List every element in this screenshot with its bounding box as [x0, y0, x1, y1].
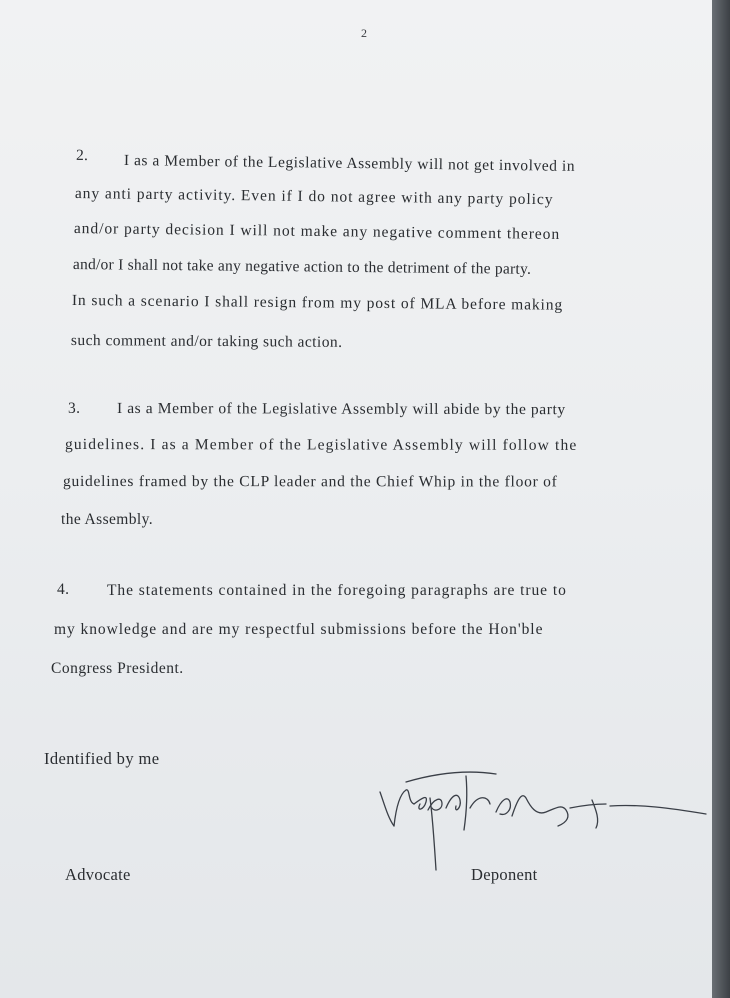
- paragraph-4-line-1: The statements contained in the foregoing paragraphs are true to: [107, 582, 567, 599]
- paragraph-2-line-2: any anti party activity. Even if I do not agree with any party policy: [74, 185, 554, 209]
- paragraph-2-line-5: In such a scenario I shall resign from my post of MLA before making: [71, 292, 564, 314]
- advocate-label: Advocate: [65, 865, 131, 884]
- paragraph-2-line-1: I as a Member of the Legislative Assembly will not get involved in: [123, 152, 576, 175]
- paragraph-4-number: 4.: [57, 581, 70, 598]
- paragraph-2-line-4: and/or I shall not take any negative action to the detriment of the party.: [72, 256, 532, 278]
- paragraph-3-line-4: the Assembly.: [61, 511, 154, 528]
- deponent-signature: [370, 768, 715, 878]
- paragraph-4-line-3: Congress President.: [51, 660, 184, 677]
- paragraph-3-line-1: I as a Member of the Legislative Assembly will abide by the party: [116, 400, 566, 419]
- identified-by-label: Identified by me: [44, 749, 160, 768]
- paragraph-2-line-3: and/or party decision I will not make any negative comment thereon: [73, 220, 561, 243]
- paragraph-3-line-2: guidelines. I as a Member of the Legislative Assembly will follow the: [64, 436, 578, 454]
- paragraph-3-number: 3.: [68, 400, 81, 417]
- paragraph-3-line-3: guidelines framed by the CLP leader and the Chief Whip in the floor of: [62, 473, 558, 491]
- paragraph-4-line-2: my knowledge and are my respectful submissions before the Hon'ble: [54, 621, 544, 638]
- page-number: 2: [361, 26, 367, 40]
- paragraph-2-line-6: such comment and/or taking such action.: [70, 332, 343, 351]
- deponent-label: Deponent: [471, 865, 538, 884]
- paragraph-2-number: 2.: [75, 146, 89, 165]
